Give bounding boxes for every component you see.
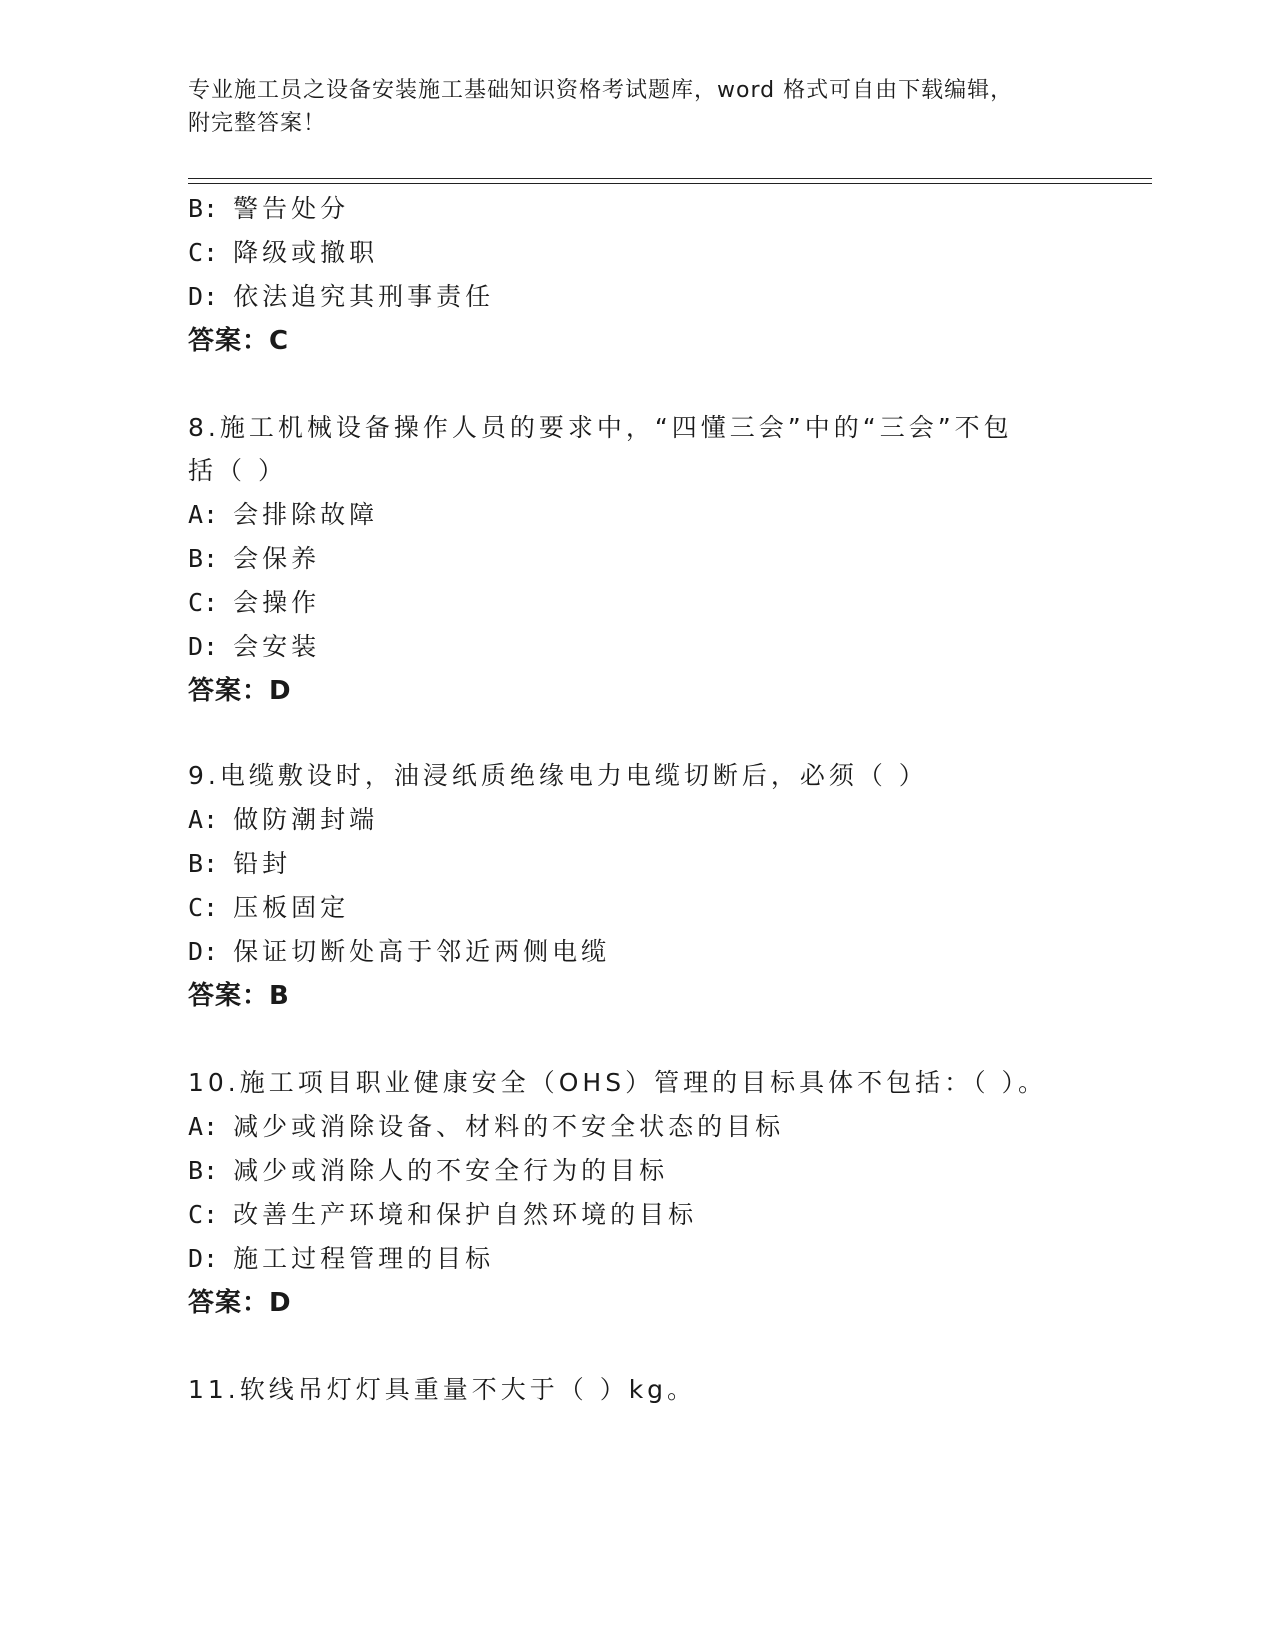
q7-option-c: C: 降级或撤职	[188, 238, 379, 267]
q10-question-line-1: 10.施工项目职业健康安全（OHS）管理的目标具体不包括：（ ）。	[188, 1068, 1048, 1097]
q7-option-d: D: 依法追究其刑事责任	[188, 282, 495, 311]
q10-answer: 答案：D	[188, 1288, 292, 1318]
document-header	[188, 74, 1068, 140]
q8-option-d: D: 会安装	[188, 632, 321, 661]
q8-option-b: B: 会保养	[188, 544, 321, 573]
q9-question-line-1: 9.电缆敷设时，油浸纸质绝缘电力电缆切断后，必须（ ）	[188, 761, 928, 790]
q8-answer: 答案：D	[188, 676, 292, 706]
header-divider-bottom	[188, 183, 1152, 184]
header-line-1: 专业施工员之设备安装施工基础知识资格考试题库，word 格式可自由下载编辑，	[188, 78, 1014, 103]
q8-question-line-1: 8.施工机械设备操作人员的要求中，“四懂三会”中的“三会”不包	[188, 413, 1013, 442]
q9-option-c: C: 压板固定	[188, 893, 350, 922]
q8-option-a: A: 会排除故障	[188, 500, 379, 529]
q8-question-line-2: 括（ ）	[188, 456, 287, 485]
q10-option-d: D: 施工过程管理的目标	[188, 1244, 495, 1273]
q9-answer: 答案：B	[188, 981, 290, 1011]
header-divider-top	[188, 178, 1152, 179]
q11-question-line-1: 11.软线吊灯灯具重量不大于（ ）kg。	[188, 1375, 697, 1404]
q10-option-c: C: 改善生产环境和保护自然环境的目标	[188, 1200, 698, 1229]
header-line-2: 附完整答案！	[188, 111, 327, 136]
q9-option-d: D: 保证切断处高于邻近两侧电缆	[188, 937, 611, 966]
q8-option-c: C: 会操作	[188, 588, 321, 617]
q7-answer: 答案：C	[188, 326, 290, 356]
q9-option-a: A: 做防潮封端	[188, 805, 379, 834]
q10-option-a: A: 减少或消除设备、材料的不安全状态的目标	[188, 1112, 785, 1141]
q9-option-b: B: 铅封	[188, 849, 292, 878]
q10-option-b: B: 减少或消除人的不安全行为的目标	[188, 1156, 669, 1185]
q7-option-b: B: 警告处分	[188, 194, 350, 223]
